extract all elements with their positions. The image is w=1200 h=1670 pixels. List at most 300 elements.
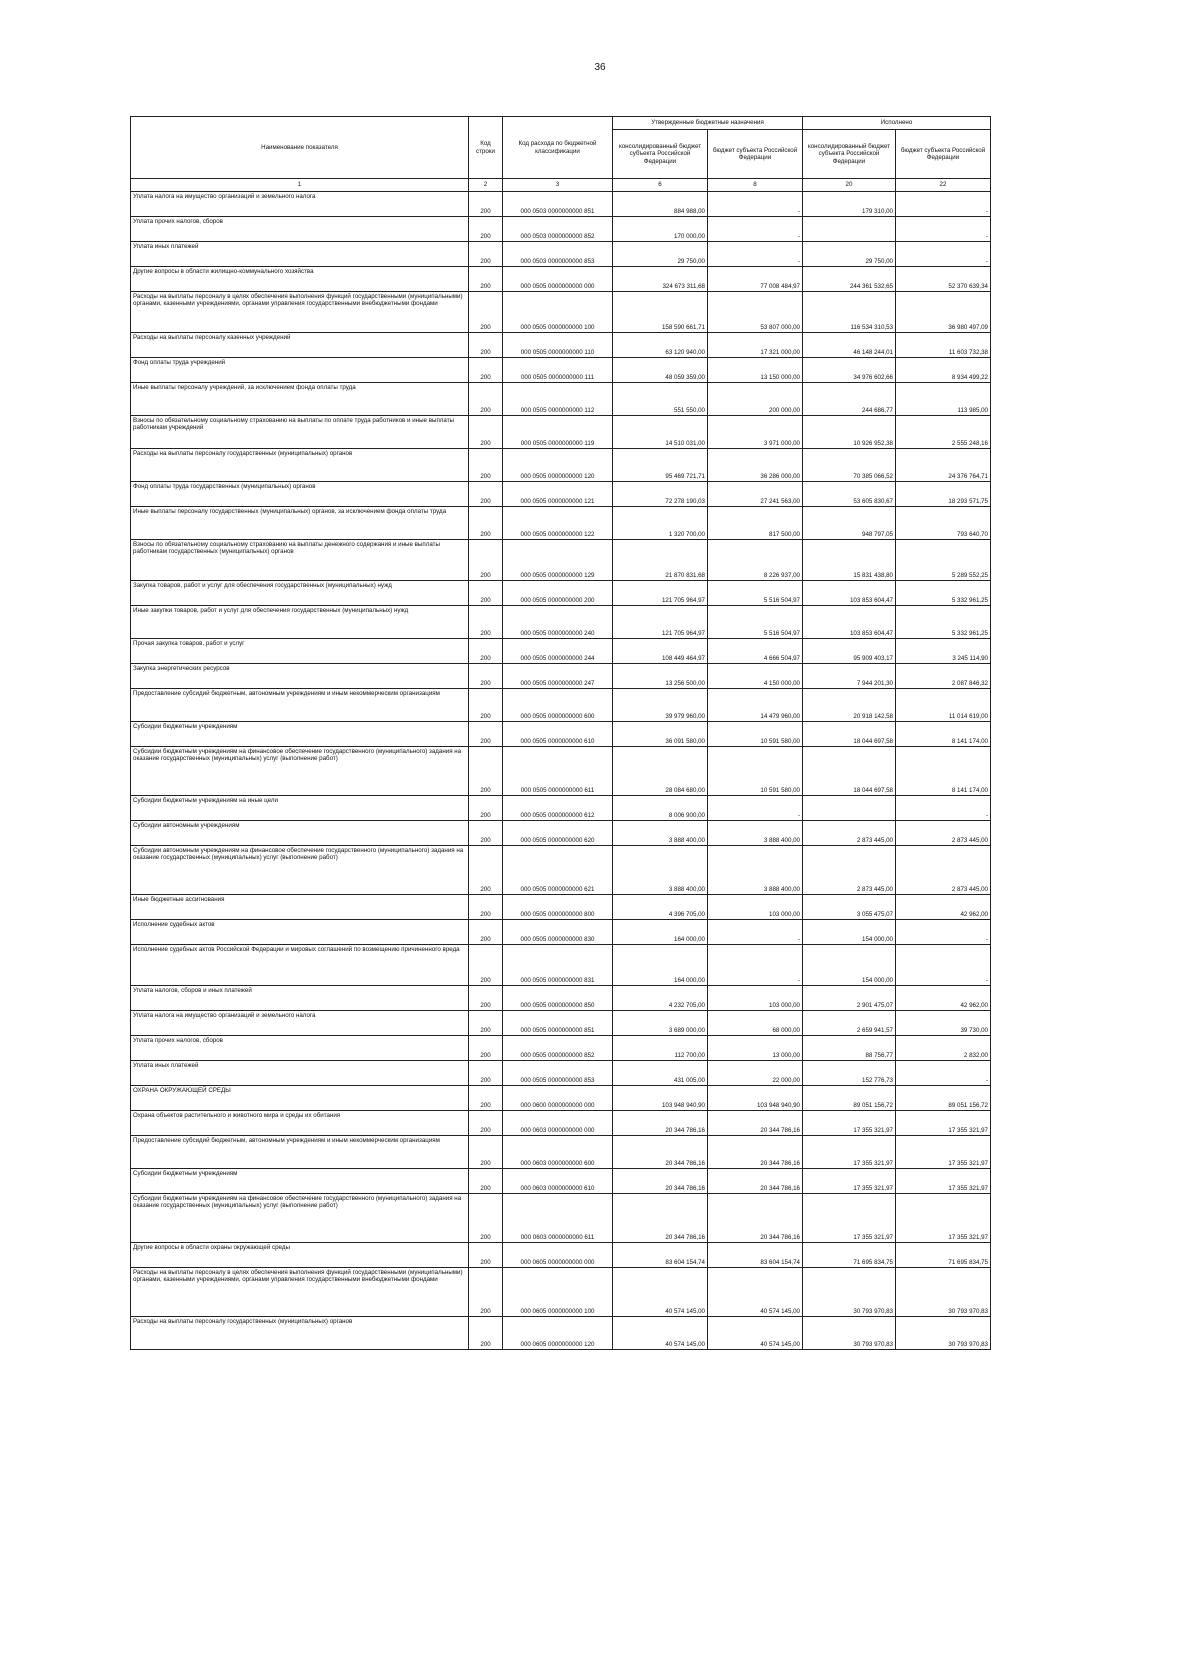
table-row [131,358,991,383]
table-cell-name: Субсидии автономным учреждениям [131,821,469,846]
table-cell-classification-code: 000 0503 0000000000 852 [503,217,613,242]
table-cell-approved-consolidated: 551 550,00 [613,383,708,416]
table-cell-classification-code: 000 0505 0000000000 110 [503,333,613,358]
table-cell-executed-subject: 3 245 114,90 [896,639,991,664]
table-cell-approved-subject: 13 000,00 [708,1036,803,1061]
table-cell-approved-subject: 5 516 504,97 [708,606,803,639]
table-cell-executed-consolidated: 18 044 697,58 [803,722,896,747]
table-cell-line-code: 200 [469,292,503,333]
table-cell-name: Расходы на выплаты персоналу в целях обеспечения выполнения функций государственными (муниципальными) органами, казенными учреждениями, органами управления государственными внебюджетными фондами [131,292,469,333]
table-cell-executed-consolidated: 46 148 244,01 [803,333,896,358]
table-cell-approved-consolidated: 40 574 145,00 [613,1317,708,1350]
table-cell-name: Закупка энергетических ресурсов [131,664,469,689]
table-cell-executed-consolidated: 30 793 970,83 [803,1317,896,1350]
table-cell-executed-subject: 42 962,00 [896,986,991,1011]
table-cell-name: Расходы на выплаты персоналу государственных (муниципальных) органов [131,1317,469,1350]
table-row [131,540,991,581]
header-executed-subject: бюджет субъекта Российской Федерации [896,130,991,179]
table-cell-executed-consolidated: 2 901 475,07 [803,986,896,1011]
table-cell-line-code: 200 [469,1036,503,1061]
table-cell-executed-consolidated: 154 000,00 [803,920,896,945]
column-number: 20 [803,179,896,192]
table-row [131,664,991,689]
table-cell-approved-subject: 3 888 400,00 [708,821,803,846]
table-cell-classification-code: 000 0503 0000000000 853 [503,242,613,267]
column-number: 3 [503,179,613,192]
table-cell-executed-subject: 18 293 571,75 [896,482,991,507]
table-row [131,1111,991,1136]
table-row [131,1086,991,1111]
table-cell-classification-code: 000 0505 0000000000 610 [503,722,613,747]
table-cell-executed-subject: 89 051 156,72 [896,1086,991,1111]
table-cell-executed-consolidated: 103 853 604,47 [803,581,896,606]
table-cell-executed-subject: 30 793 970,83 [896,1317,991,1350]
table-cell-approved-consolidated: 21 870 831,68 [613,540,708,581]
table-cell-line-code: 200 [469,1243,503,1268]
table-cell-name: Уплата иных платежей [131,242,469,267]
table-cell-executed-consolidated: 2 659 941,57 [803,1011,896,1036]
table-cell-approved-subject: - [708,920,803,945]
table-cell-line-code: 200 [469,1194,503,1243]
table-row [131,292,991,333]
table-cell-approved-consolidated: 72 278 190,03 [613,482,708,507]
table-cell-executed-consolidated: 2 873 445,00 [803,846,896,895]
table-cell-approved-consolidated: 3 888 400,00 [613,846,708,895]
table-cell-executed-subject: 2 555 248,16 [896,416,991,449]
header-line-code: Код строки [469,117,503,179]
table-cell-approved-consolidated: 103 948 940,90 [613,1086,708,1111]
table-cell-line-code: 200 [469,945,503,986]
table-cell-line-code: 200 [469,507,503,540]
table-cell-line-code: 200 [469,1061,503,1086]
table-cell-classification-code: 000 0505 0000000000 111 [503,358,613,383]
page-number: 36 [594,62,606,73]
header-executed-group: Исполнено [803,117,991,130]
table-cell-executed-subject: 11 014 619,00 [896,689,991,722]
table-cell-approved-subject: - [708,192,803,217]
table-cell-line-code: 200 [469,449,503,482]
table-cell-approved-subject: 8 226 937,00 [708,540,803,581]
table-row [131,242,991,267]
table-cell-name: Субсидии автономным учреждениям на финансовое обеспечение государственного (муниципального) задания на оказание государственных (муниципальных) услуг (выполнение работ) [131,846,469,895]
table-row [131,217,991,242]
column-number: 2 [469,179,503,192]
table-cell-name: Взносы по обязательному социальному страхованию на выплаты по оплате труда работников и иные выплаты работникам учреждений [131,416,469,449]
table-cell-name: Закупка товаров, работ и услуг для обеспечения государственных (муниципальных) нужд [131,581,469,606]
table-cell-executed-subject: - [896,920,991,945]
table-cell-approved-consolidated: 4 232 705,00 [613,986,708,1011]
table-cell-line-code: 200 [469,581,503,606]
table-cell-line-code: 200 [469,217,503,242]
table-cell-executed-consolidated: 179 310,00 [803,192,896,217]
table-cell-classification-code: 000 0603 0000000000 600 [503,1136,613,1169]
table-cell-executed-consolidated: 17 355 321,97 [803,1136,896,1169]
table-cell-approved-subject: 10 591 580,00 [708,747,803,796]
table-cell-classification-code: 000 0605 0000000000 100 [503,1268,613,1317]
table-cell-approved-subject: - [708,796,803,821]
table-cell-line-code: 200 [469,192,503,217]
table-cell-line-code: 200 [469,358,503,383]
table-cell-name: Субсидии бюджетным учреждениям [131,1169,469,1194]
header-approved-group: Утвержденные бюджетные назначения [613,117,803,130]
table-cell-approved-subject: 53 807 000,00 [708,292,803,333]
table-cell-approved-consolidated: 431 005,00 [613,1061,708,1086]
table-cell-name: Субсидии бюджетным учреждениям на финансовое обеспечение государственного (муниципального) задания на оказание государственных (муниципальных) услуг (выполнение работ) [131,747,469,796]
table-cell-approved-consolidated: 3 888 400,00 [613,821,708,846]
table-cell-classification-code: 000 0505 0000000000 620 [503,821,613,846]
table-cell-approved-subject: 17 321 000,00 [708,333,803,358]
table-cell-line-code: 200 [469,821,503,846]
table-cell-approved-subject: 22 000,00 [708,1061,803,1086]
table-cell-approved-consolidated: 48 059 359,00 [613,358,708,383]
table-cell-executed-consolidated [803,796,896,821]
table-cell-classification-code: 000 0505 0000000000 122 [503,507,613,540]
table-cell-approved-subject: 4 150 000,00 [708,664,803,689]
table-cell-executed-consolidated: 948 797,05 [803,507,896,540]
table-row [131,920,991,945]
table-cell-approved-consolidated: 29 750,00 [613,242,708,267]
table-cell-name: Уплата прочих налогов, сборов [131,1036,469,1061]
table-row [131,1169,991,1194]
table-cell-approved-consolidated: 324 673 311,68 [613,267,708,292]
header-indicator-name: Наименование показателя [131,117,469,179]
table-cell-name: Субсидии бюджетным учреждениям на финансовое обеспечение государственного (муниципального) задания на оказание государственных (муниципальных) услуг (выполнение работ) [131,1194,469,1243]
table-cell-approved-subject: 103 948 940,90 [708,1086,803,1111]
table-row [131,639,991,664]
table-cell-line-code: 200 [469,796,503,821]
table-cell-classification-code: 000 0605 0000000000 120 [503,1317,613,1350]
table-cell-name: Предоставление субсидий бюджетным, автономным учреждениям и иным некоммерческим организациям [131,689,469,722]
table-cell-line-code: 200 [469,1268,503,1317]
table-row [131,1194,991,1243]
table-cell-executed-consolidated: 154 000,00 [803,945,896,986]
table-cell-executed-consolidated: 20 918 142,58 [803,689,896,722]
table-cell-line-code: 200 [469,416,503,449]
table-cell-approved-subject: 14 479 960,00 [708,689,803,722]
table-cell-approved-consolidated: 14 510 031,00 [613,416,708,449]
table-row [131,267,991,292]
table-row [131,1036,991,1061]
column-number: 1 [131,179,469,192]
table-cell-executed-subject: 17 355 321,97 [896,1169,991,1194]
table-cell-name: Субсидии бюджетным учреждениям на иные цели [131,796,469,821]
table-cell-name: Уплата налогов, сборов и иных платежей [131,986,469,1011]
table-cell-name: Прочая закупка товаров, работ и услуг [131,639,469,664]
table-cell-classification-code: 000 0503 0000000000 851 [503,192,613,217]
table-row [131,1317,991,1350]
table-cell-executed-consolidated: 17 355 321,97 [803,1169,896,1194]
budget-execution-table [130,116,991,1350]
table-cell-classification-code: 000 0505 0000000000 244 [503,639,613,664]
table-cell-line-code: 200 [469,333,503,358]
table-cell-executed-consolidated: 17 355 321,97 [803,1194,896,1243]
table-cell-classification-code: 000 0505 0000000000 100 [503,292,613,333]
table-cell-executed-subject: 17 355 321,97 [896,1136,991,1169]
table-cell-executed-subject: - [896,217,991,242]
table-cell-approved-subject: 40 574 145,00 [708,1268,803,1317]
table-cell-approved-consolidated: 20 344 786,16 [613,1194,708,1243]
column-number: 22 [896,179,991,192]
table-cell-approved-subject: - [708,217,803,242]
table-cell-line-code: 200 [469,664,503,689]
table-cell-approved-subject: 68 000,00 [708,1011,803,1036]
table-cell-line-code: 200 [469,747,503,796]
table-cell-line-code: 200 [469,267,503,292]
table-cell-approved-subject: 10 591 580,00 [708,722,803,747]
column-number: 6 [613,179,708,192]
table-cell-approved-consolidated: 121 705 964,97 [613,606,708,639]
table-cell-approved-subject: 36 286 000,00 [708,449,803,482]
table-cell-name: Уплата налога на имущество организаций и земельного налога [131,192,469,217]
table-cell-line-code: 200 [469,639,503,664]
table-cell-executed-subject: 71 695 834,75 [896,1243,991,1268]
table-cell-classification-code: 000 0505 0000000000 000 [503,267,613,292]
table-cell-name: Уплата прочих налогов, сборов [131,217,469,242]
table-cell-line-code: 200 [469,482,503,507]
table-cell-classification-code: 000 0505 0000000000 121 [503,482,613,507]
table-cell-line-code: 200 [469,895,503,920]
table-cell-executed-subject: 17 355 321,97 [896,1194,991,1243]
table-cell-line-code: 200 [469,1169,503,1194]
table-cell-executed-subject: 5 332 961,25 [896,606,991,639]
table-cell-executed-consolidated: 18 044 697,58 [803,747,896,796]
table-cell-name: Уплата иных платежей [131,1061,469,1086]
table-cell-executed-consolidated: 88 756,77 [803,1036,896,1061]
table-cell-name: Иные бюджетные ассигнования [131,895,469,920]
table-cell-executed-consolidated: 29 750,00 [803,242,896,267]
table-cell-line-code: 200 [469,920,503,945]
table-cell-approved-subject: 3 888 400,00 [708,846,803,895]
table-row [131,986,991,1011]
table-cell-name: Субсидии бюджетным учреждениям [131,722,469,747]
table-cell-classification-code: 000 0505 0000000000 851 [503,1011,613,1036]
table-cell-approved-consolidated: 112 700,00 [613,1036,708,1061]
table-row [131,846,991,895]
table-cell-name: Иные закупки товаров, работ и услуг для обеспечения государственных (муниципальных) нужд [131,606,469,639]
table-cell-approved-subject: 817 500,00 [708,507,803,540]
table-cell-line-code: 200 [469,540,503,581]
table-cell-executed-subject: - [896,1061,991,1086]
table-cell-name: Охрана объектов растительного и животного мира и среды их обитания [131,1111,469,1136]
table-cell-line-code: 200 [469,383,503,416]
table-row [131,416,991,449]
table-cell-approved-subject: 20 344 786,16 [708,1194,803,1243]
table-cell-classification-code: 000 0505 0000000000 120 [503,449,613,482]
table-cell-name: Исполнение судебных актов Российской Федерации и мировых соглашений по возмещению причиненного вреда [131,945,469,986]
table-cell-classification-code: 000 0505 0000000000 850 [503,986,613,1011]
table-cell-line-code: 200 [469,986,503,1011]
table-cell-approved-subject: 83 604 154,74 [708,1243,803,1268]
table-row [131,1061,991,1086]
table-cell-approved-consolidated: 164 000,00 [613,945,708,986]
table-cell-executed-subject: 30 793 970,83 [896,1268,991,1317]
table-cell-executed-consolidated: 70 385 066,52 [803,449,896,482]
table-body [131,192,991,1350]
table-cell-approved-subject: 20 344 786,16 [708,1169,803,1194]
table-cell-approved-subject: 4 666 504,97 [708,639,803,664]
table-cell-approved-subject: 103 000,00 [708,895,803,920]
table-row [131,333,991,358]
table-cell-approved-subject: - [708,945,803,986]
table-cell-line-code: 200 [469,1317,503,1350]
table-row [131,1136,991,1169]
header-approved-subject: бюджет субъекта Российской Федерации [708,130,803,179]
table-cell-executed-consolidated: 95 909 403,17 [803,639,896,664]
table-cell-approved-subject: 103 000,00 [708,986,803,1011]
table-cell-approved-consolidated: 164 000,00 [613,920,708,945]
table-cell-executed-consolidated: 53 605 830,67 [803,482,896,507]
table-cell-name: ОХРАНА ОКРУЖАЮЩЕЙ СРЕДЫ [131,1086,469,1111]
table-cell-name: Расходы на выплаты персоналу казенных учреждений [131,333,469,358]
table-row [131,722,991,747]
table-cell-name: Иные выплаты персоналу учреждений, за исключением фонда оплаты труда [131,383,469,416]
header-approved-consolidated: консолидированный бюджет субъекта Российской Федерации [613,130,708,179]
table-cell-approved-consolidated: 95 469 721,71 [613,449,708,482]
table-row [131,689,991,722]
table-row [131,1011,991,1036]
table-cell-executed-subject: 2 873 445,00 [896,821,991,846]
table-cell-approved-consolidated: 20 344 786,16 [613,1136,708,1169]
table-cell-approved-consolidated: 40 574 145,00 [613,1268,708,1317]
table-cell-classification-code: 000 0505 0000000000 600 [503,689,613,722]
table-cell-executed-subject: 8 934 499,22 [896,358,991,383]
table-cell-approved-subject: 3 971 000,00 [708,416,803,449]
table-cell-executed-subject: 113 985,00 [896,383,991,416]
table-cell-name: Расходы на выплаты персоналу государственных (муниципальных) органов [131,449,469,482]
table-row [131,581,991,606]
table-cell-approved-consolidated: 170 000,00 [613,217,708,242]
table-cell-name: Предоставление субсидий бюджетным, автономным учреждениям и иным некоммерческим организациям [131,1136,469,1169]
table-row [131,383,991,416]
table-cell-line-code: 200 [469,1136,503,1169]
table-row [131,1243,991,1268]
table-cell-executed-consolidated: 3 055 475,07 [803,895,896,920]
table-cell-line-code: 200 [469,722,503,747]
table-cell-approved-subject: 20 344 786,16 [708,1136,803,1169]
table-row [131,507,991,540]
table-cell-classification-code: 000 0505 0000000000 112 [503,383,613,416]
table-cell-executed-consolidated: 10 926 952,38 [803,416,896,449]
table-cell-approved-consolidated: 28 084 680,00 [613,747,708,796]
table-cell-executed-consolidated: 15 831 438,80 [803,540,896,581]
table-cell-executed-subject: 2 832,00 [896,1036,991,1061]
table-cell-approved-subject: 5 516 504,97 [708,581,803,606]
table-cell-classification-code: 000 0505 0000000000 621 [503,846,613,895]
table-cell-classification-code: 000 0603 0000000000 610 [503,1169,613,1194]
table-cell-approved-consolidated: 4 396 705,00 [613,895,708,920]
table-cell-executed-consolidated: 30 793 970,83 [803,1268,896,1317]
table-cell-classification-code: 000 0505 0000000000 247 [503,664,613,689]
table-cell-name: Другие вопросы в области охраны окружающей среды [131,1243,469,1268]
table-cell-line-code: 200 [469,1011,503,1036]
table-cell-executed-consolidated: 116 534 310,53 [803,292,896,333]
table-cell-executed-subject: 5 289 552,25 [896,540,991,581]
table-cell-name: Взносы по обязательному социальному страхованию на выплаты денежного содержания и иные выплаты работникам государственных (муниципальных) органов [131,540,469,581]
table-cell-executed-subject: 8 141 174,00 [896,747,991,796]
table-cell-approved-subject: 27 241 563,00 [708,482,803,507]
table-cell-approved-consolidated: 13 256 500,00 [613,664,708,689]
table-cell-executed-consolidated: 152 776,73 [803,1061,896,1086]
table-cell-classification-code: 000 0505 0000000000 831 [503,945,613,986]
table-row [131,747,991,796]
column-number: 8 [708,179,803,192]
table-cell-executed-subject: 52 370 639,34 [896,267,991,292]
table-cell-executed-consolidated: 89 051 156,72 [803,1086,896,1111]
table-cell-approved-consolidated: 884 988,00 [613,192,708,217]
table-cell-approved-consolidated: 36 091 580,00 [613,722,708,747]
table-cell-executed-subject: 2 087 846,32 [896,664,991,689]
table-cell-classification-code: 000 0505 0000000000 830 [503,920,613,945]
table-row [131,796,991,821]
table-cell-executed-consolidated [803,217,896,242]
table-cell-name: Исполнение судебных актов [131,920,469,945]
table-cell-classification-code: 000 0603 0000000000 611 [503,1194,613,1243]
table-cell-approved-subject: - [708,242,803,267]
header-executed-consolidated: консолидированный бюджет субъекта Российской Федерации [803,130,896,179]
table-cell-name: Расходы на выплаты персоналу в целях обеспечения выполнения функций государственными (муниципальными) органами, казенными учреждениями, органами управления государственными внебюджетными фондами [131,1268,469,1317]
table-row [131,482,991,507]
table-cell-name: Уплата налога на имущество организаций и земельного налога [131,1011,469,1036]
table-cell-approved-consolidated: 1 320 700,00 [613,507,708,540]
table-cell-executed-subject: 11 603 732,38 [896,333,991,358]
table-cell-line-code: 200 [469,689,503,722]
table-cell-approved-subject: 200 000,00 [708,383,803,416]
table-cell-approved-subject: 20 344 786,16 [708,1111,803,1136]
table-cell-executed-subject: - [896,796,991,821]
table-cell-classification-code: 000 0505 0000000000 853 [503,1061,613,1086]
table-cell-executed-subject: 36 980 497,09 [896,292,991,333]
table-cell-executed-subject: 42 962,00 [896,895,991,920]
table-cell-name: Иные выплаты персоналу государственных (муниципальных) органов, за исключением фонда оплаты труда [131,507,469,540]
table-cell-approved-consolidated: 20 344 786,16 [613,1169,708,1194]
table-cell-executed-consolidated: 7 944 201,30 [803,664,896,689]
table-cell-name: Фонд оплаты труда учреждений [131,358,469,383]
table-cell-classification-code: 000 0505 0000000000 240 [503,606,613,639]
table-cell-line-code: 200 [469,242,503,267]
table-cell-approved-consolidated: 83 604 154,74 [613,1243,708,1268]
table-cell-approved-subject: 13 150 000,00 [708,358,803,383]
table-cell-line-code: 200 [469,1086,503,1111]
table-cell-line-code: 200 [469,846,503,895]
table-cell-executed-subject: 5 332 961,25 [896,581,991,606]
table-cell-executed-consolidated: 244 361 532,65 [803,267,896,292]
table-cell-approved-subject: 40 574 145,00 [708,1317,803,1350]
table-row [131,945,991,986]
table-cell-classification-code: 000 0505 0000000000 612 [503,796,613,821]
table-cell-classification-code: 000 0505 0000000000 119 [503,416,613,449]
table-cell-approved-consolidated: 63 120 940,00 [613,333,708,358]
table-cell-approved-consolidated: 158 590 661,71 [613,292,708,333]
table-row [131,1268,991,1317]
table-row [131,821,991,846]
table-cell-executed-subject: - [896,242,991,267]
table-cell-executed-consolidated: 244 686,77 [803,383,896,416]
table-cell-classification-code: 000 0505 0000000000 852 [503,1036,613,1061]
table-cell-executed-subject: - [896,945,991,986]
table-cell-classification-code: 000 0505 0000000000 200 [503,581,613,606]
table-cell-executed-subject: 2 873 445,00 [896,846,991,895]
table-cell-approved-consolidated: 3 689 000,00 [613,1011,708,1036]
table-row [131,895,991,920]
table-cell-executed-subject: - [896,192,991,217]
table-cell-name: Фонд оплаты труда государственных (муниципальных) органов [131,482,469,507]
table-cell-executed-subject: 17 355 321,97 [896,1111,991,1136]
header-classification-code: Код расхода по бюджетной классификации [503,117,613,179]
table-cell-approved-consolidated: 8 006 900,00 [613,796,708,821]
table-cell-line-code: 200 [469,606,503,639]
table-cell-executed-subject: 24 376 764,71 [896,449,991,482]
table-cell-name: Другие вопросы в области жилищно-коммунального хозяйства [131,267,469,292]
